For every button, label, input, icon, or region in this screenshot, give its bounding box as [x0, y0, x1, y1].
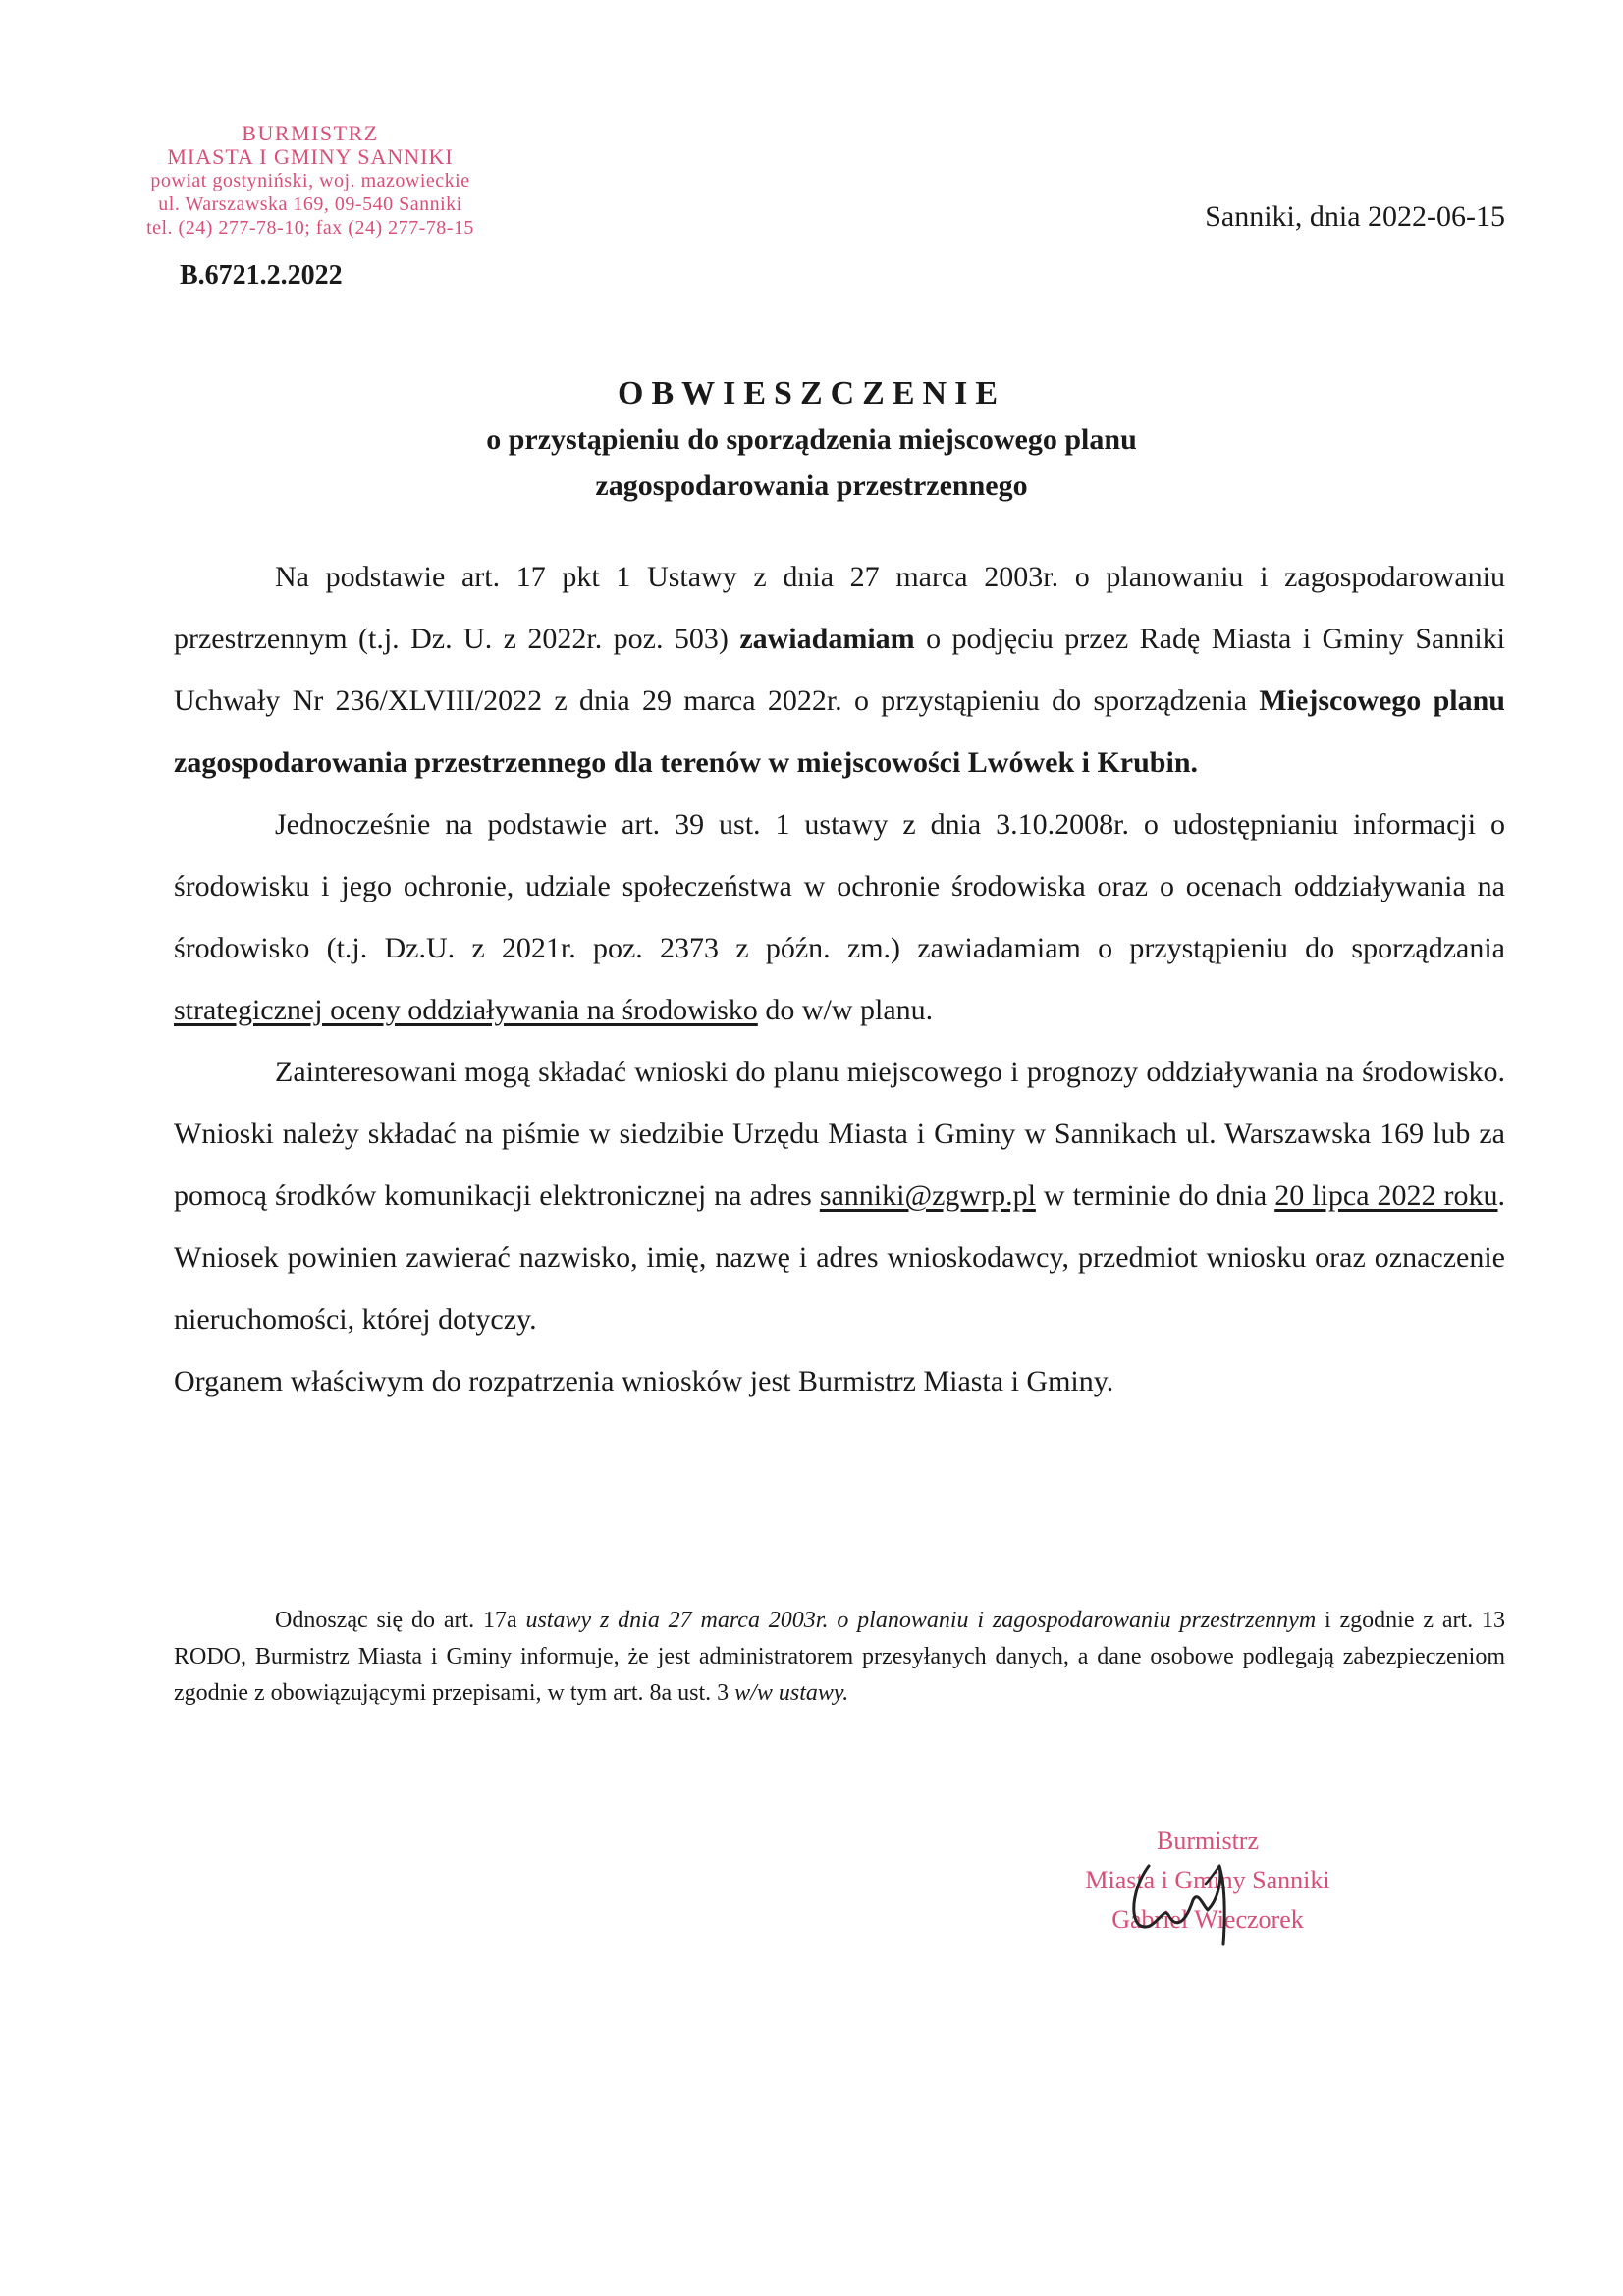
stamp-line-phone: tel. (24) 277-78-10; fax (24) 277-78-15 [146, 217, 474, 239]
issuer-stamp [94, 122, 526, 240]
document-title [0, 371, 1623, 509]
rodo-clause [174, 1603, 1505, 1712]
paragraph-submissions [174, 1041, 1505, 1350]
paragraph-authority: Organem właściwym do rozpatrzenia wniosków jest Burmistrz Miasta i Gminy. [174, 1365, 1114, 1397]
handwritten-signature [1109, 1846, 1267, 1954]
stamp-line-office: MIASTA I GMINY SANNIKI [167, 144, 454, 169]
title-subline-2: zagospodarowania przestrzennego [595, 469, 1028, 502]
signature-stamp-name: Gabriel Wieczorek [1111, 1905, 1304, 1934]
para1-text-c: o podjęciu przez Radę Miasta i Gminy Sanniki Uchwały Nr 236/XLVIII/2022 z dnia 29 marca 2022r. o przystąpieniu do sporządzenia [174, 623, 1505, 717]
notice-body [174, 546, 1505, 1412]
paragraph-environmental [174, 793, 1505, 1041]
signature-stamp-title: Burmistrz [1157, 1827, 1259, 1855]
para1-bold-notify: zawiadamiam [739, 623, 915, 655]
email-address: sanniki@zgwrp.pl [819, 1179, 1036, 1212]
para1-text-a: Na podstawie art. 17 pkt 1 Ustawy z dnia 27 marca 2003r. o planowaniu i zagospodarowaniu przestrzennym (t.j. Dz. U. z 2022r. poz. 503) [174, 561, 1505, 655]
stamp-line-title: BURMISTRZ [242, 121, 379, 145]
para3-text-c: . Wniosek powinien zawierać nazwisko, imię, nazwę i adres wnioskodawcy, przedmiot wniosku oraz oznaczenie nieruchomości, której dotyczy. [174, 1179, 1506, 1336]
rodo-italic-ref: w/w ustawy. [734, 1680, 849, 1706]
rodo-text-a: Odnosząc się do art. 17a [275, 1608, 526, 1633]
reference-number: B.6721.2.2022 [180, 260, 343, 291]
para2-text-a: Jednocześnie na podstawie art. 39 ust. 1 ustawy z dnia 3.10.2008r. o udostępnianiu informacji o środowisku i jego ochronie, udziale społeczeństwa w ochronie środowiska oraz o ocenach oddziaływania na środowisko (t.j. Dz.U. z 2021r. poz. 2373 z późn. zm.) zawiadamiam o przystąpieniu do sporządzania [174, 808, 1505, 964]
para1-bold-plan-name: Miejscowego planu zagospodarowania przestrzennego dla terenów w miejscowości Lwówek i Krubin [174, 684, 1505, 779]
para2-underlined-assessment: strategicznej oceny oddziaływania na środowisko [174, 994, 758, 1026]
deadline-date: 20 lipca 2022 roku [1274, 1179, 1498, 1212]
stamp-line-region: powiat gostyniński, woj. mazowieckie [150, 170, 470, 191]
title-heading: OBWIESZCZENIE [618, 375, 1005, 411]
para2-text-c: do w/w planu. [757, 994, 934, 1026]
stamp-line-address: ul. Warszawska 169, 09-540 Sanniki [158, 193, 462, 215]
para3-text-a: Zainteresowani mogą składać wnioski do planu miejscowego i prognozy oddziaływania na środowisko. Wnioski należy składać na piśmie w siedzibie Urzędu Miasta i Gminy w Sannikach ul. Warszawska 169 lub za pomocą środków komunikacji elektronicznej na adres [174, 1056, 1505, 1212]
title-subline-1: o przystąpieniu do sporządzenia miejscowego planu [486, 423, 1137, 456]
signature-stamp-office: Miasta i Gminy Sanniki [1085, 1866, 1330, 1894]
para3-text-b: w terminie do dnia [1035, 1179, 1275, 1212]
para1-text-e: . [1190, 746, 1198, 779]
rodo-text-c: i zgodnie z art. 13 RODO, Burmistrz Miasta i Gminy informuje, że jest administratorem przesyłanych danych, a dane osobowe podlegają zabezpieczeniom zgodnie z obowiązującymi przepisami, w tym art. 8a ust. 3 [174, 1608, 1505, 1706]
paragraph-legal-basis [174, 546, 1505, 793]
place-date: Sanniki, dnia 2022-06-15 [1205, 200, 1505, 233]
rodo-italic-act: ustawy z dnia 27 marca 2003r. o planowaniu i zagospodarowaniu przestrzennym [525, 1608, 1317, 1633]
